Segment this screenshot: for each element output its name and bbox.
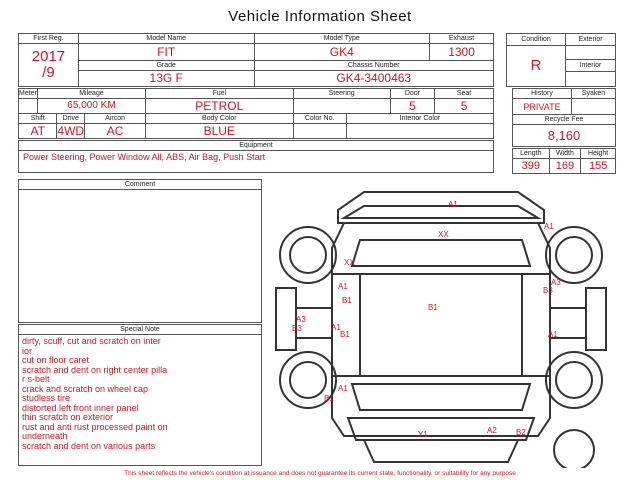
special-note-label: Special Note	[19, 325, 261, 335]
steering-value	[293, 99, 390, 114]
spare-wheel	[554, 430, 594, 468]
aircon-value: AC	[85, 124, 146, 139]
front-left-hub	[290, 237, 326, 273]
shift-label: Shift	[19, 114, 57, 124]
rear-window-outline	[352, 384, 530, 410]
color-no-value	[293, 124, 346, 139]
special-note-line: dirty, scuff, cut and scratch on inter	[22, 336, 161, 346]
equipment-label: Equipment	[19, 141, 493, 151]
grade-label: Grade	[78, 60, 254, 70]
color-no-label: Color No.	[293, 114, 346, 124]
equipment-box	[18, 140, 494, 173]
fuel-label: Fuel	[146, 89, 294, 99]
damage-mark: B3	[292, 324, 302, 333]
comment-label: Comment	[19, 180, 261, 190]
special-note-line: ior	[22, 345, 33, 356]
first-reg-value	[19, 44, 79, 87]
exterior-label: Exterior	[566, 34, 616, 46]
comment-value	[19, 190, 261, 194]
front-left-wheel	[280, 227, 336, 283]
recycle-fee-label: Recycle Fee	[513, 114, 616, 124]
history-value: PRIVATE	[513, 99, 572, 115]
grade-value: 13G F	[78, 70, 254, 87]
meter-value	[19, 99, 38, 114]
damage-mark: A1	[338, 282, 348, 291]
syaken-value	[572, 99, 616, 115]
special-note-line: studless tire	[22, 393, 71, 403]
damage-mark: B1	[342, 296, 352, 305]
damage-mark: A3	[551, 278, 561, 287]
interior-color-label: Interior Color	[346, 114, 493, 124]
disclaimer-footer: This sheet reflects the vehicle's condition at issuance and does not guarantee its current state, functionality, or suitability for any purpose	[124, 470, 516, 477]
left-side-panel	[276, 288, 296, 350]
equipment-value: Power Steering, Power Window All, ABS, Air Bag, Push Start	[23, 152, 266, 162]
vehicle-specs-table	[18, 88, 494, 139]
special-note-line: r s-belt	[22, 374, 50, 384]
front-right-hub	[556, 237, 592, 273]
special-note-line: thin scratch on exterior	[22, 412, 114, 422]
sheet-title: Vehicle Information Sheet	[228, 8, 412, 25]
mileage-label: Mileage	[37, 89, 145, 99]
body-outline	[332, 223, 550, 436]
dimensions-table	[512, 148, 616, 174]
drive-label: Drive	[57, 114, 85, 124]
body-color-value: BLUE	[146, 124, 294, 139]
windshield-outline	[352, 240, 530, 266]
damage-mark: A1	[548, 330, 558, 339]
door-label: Door	[390, 89, 434, 99]
width-value: 169	[549, 159, 581, 174]
vehicle-identity-table	[18, 33, 494, 87]
right-side-panel	[586, 288, 606, 350]
damage-mark: B1	[340, 330, 350, 339]
door-value: 5	[390, 99, 434, 114]
height-label: Height	[581, 149, 616, 159]
syaken-label: Syaken	[572, 89, 616, 99]
damage-mark: A1	[544, 222, 554, 231]
steering-label: Steering	[293, 89, 390, 99]
rear-bumper-outline	[364, 440, 518, 462]
hood-front-outline	[344, 206, 538, 218]
model-type-label: Model Type	[254, 34, 430, 44]
condition-table	[506, 33, 616, 87]
exhaust-value: 1300	[430, 44, 494, 61]
length-label: Length	[513, 149, 550, 159]
meter-label: Meter	[19, 90, 37, 97]
special-note-line: rust and anti rust processed paint on	[22, 421, 168, 432]
damage-mark: A3	[296, 315, 306, 324]
recycle-fee-value: 8,160	[513, 125, 616, 147]
rear-left-hub	[290, 362, 326, 398]
seat-label: Seat	[435, 89, 494, 99]
condition-label: Condition	[507, 34, 566, 46]
special-note-line: cut on floor caret	[22, 355, 90, 365]
exhaust-label: Exhaust	[430, 34, 494, 44]
aircon-label: Aircon	[85, 114, 146, 124]
condition-value: R	[507, 45, 566, 86]
rear-right-wheel	[546, 352, 602, 408]
chassis-number-value: GK4-3400463	[254, 70, 494, 87]
damage-mark: A2	[487, 426, 497, 435]
special-note-line: crack and scratch on wheel cap	[22, 383, 149, 394]
history-label: History	[513, 89, 572, 99]
model-type-value: GK4	[254, 44, 430, 61]
height-value: 155	[581, 159, 616, 174]
special-note-line: scratch and dent on right center pilla	[22, 364, 168, 375]
damage-mark: XX	[438, 230, 449, 239]
damage-mark: B2	[516, 428, 526, 437]
first-reg-label: First Reg.	[19, 34, 79, 44]
drive-value: 4WD	[57, 124, 85, 138]
front-right-wheel	[546, 227, 602, 283]
interior-value	[566, 72, 616, 87]
first-reg-year: 2017	[31, 48, 66, 65]
special-note-list	[19, 335, 261, 453]
model-name-label: Model Name	[78, 34, 254, 44]
comment-box	[18, 179, 262, 323]
damage-mark: B1	[324, 394, 334, 403]
shift-value: AT	[19, 124, 57, 139]
mileage-value: 65,000 KM	[37, 99, 145, 114]
seat-value: 5	[435, 99, 494, 114]
history-table	[512, 88, 616, 147]
chassis-number-label: Chassis Number	[254, 60, 494, 70]
damage-mark: Y1	[418, 430, 428, 439]
first-reg-month: /9	[42, 64, 55, 81]
damage-mark: A1	[338, 384, 348, 393]
model-name-value: FIT	[78, 44, 254, 61]
interior-label: Interior	[566, 60, 616, 72]
exterior-value	[566, 45, 616, 60]
rear-right-hub	[556, 362, 592, 398]
body-color-label: Body Color	[146, 114, 294, 124]
damage-mark: A1	[331, 323, 341, 332]
length-value: 399	[513, 159, 550, 174]
roof-outline	[360, 274, 522, 376]
damage-mark: B1	[428, 303, 438, 312]
damage-mark: B3	[543, 286, 553, 295]
car-damage-diagram	[268, 178, 618, 468]
special-note-line: underneath	[22, 431, 68, 441]
fuel-value: PETROL	[146, 99, 294, 114]
width-label: Width	[549, 149, 581, 159]
damage-mark: XX	[344, 258, 355, 267]
special-note-line: scratch and dent on various parts	[22, 440, 156, 451]
interior-color-value	[346, 124, 493, 139]
special-note-line: distorted left front inner panel	[22, 402, 139, 413]
damage-mark: A1	[448, 200, 458, 209]
special-note-box	[18, 324, 262, 466]
